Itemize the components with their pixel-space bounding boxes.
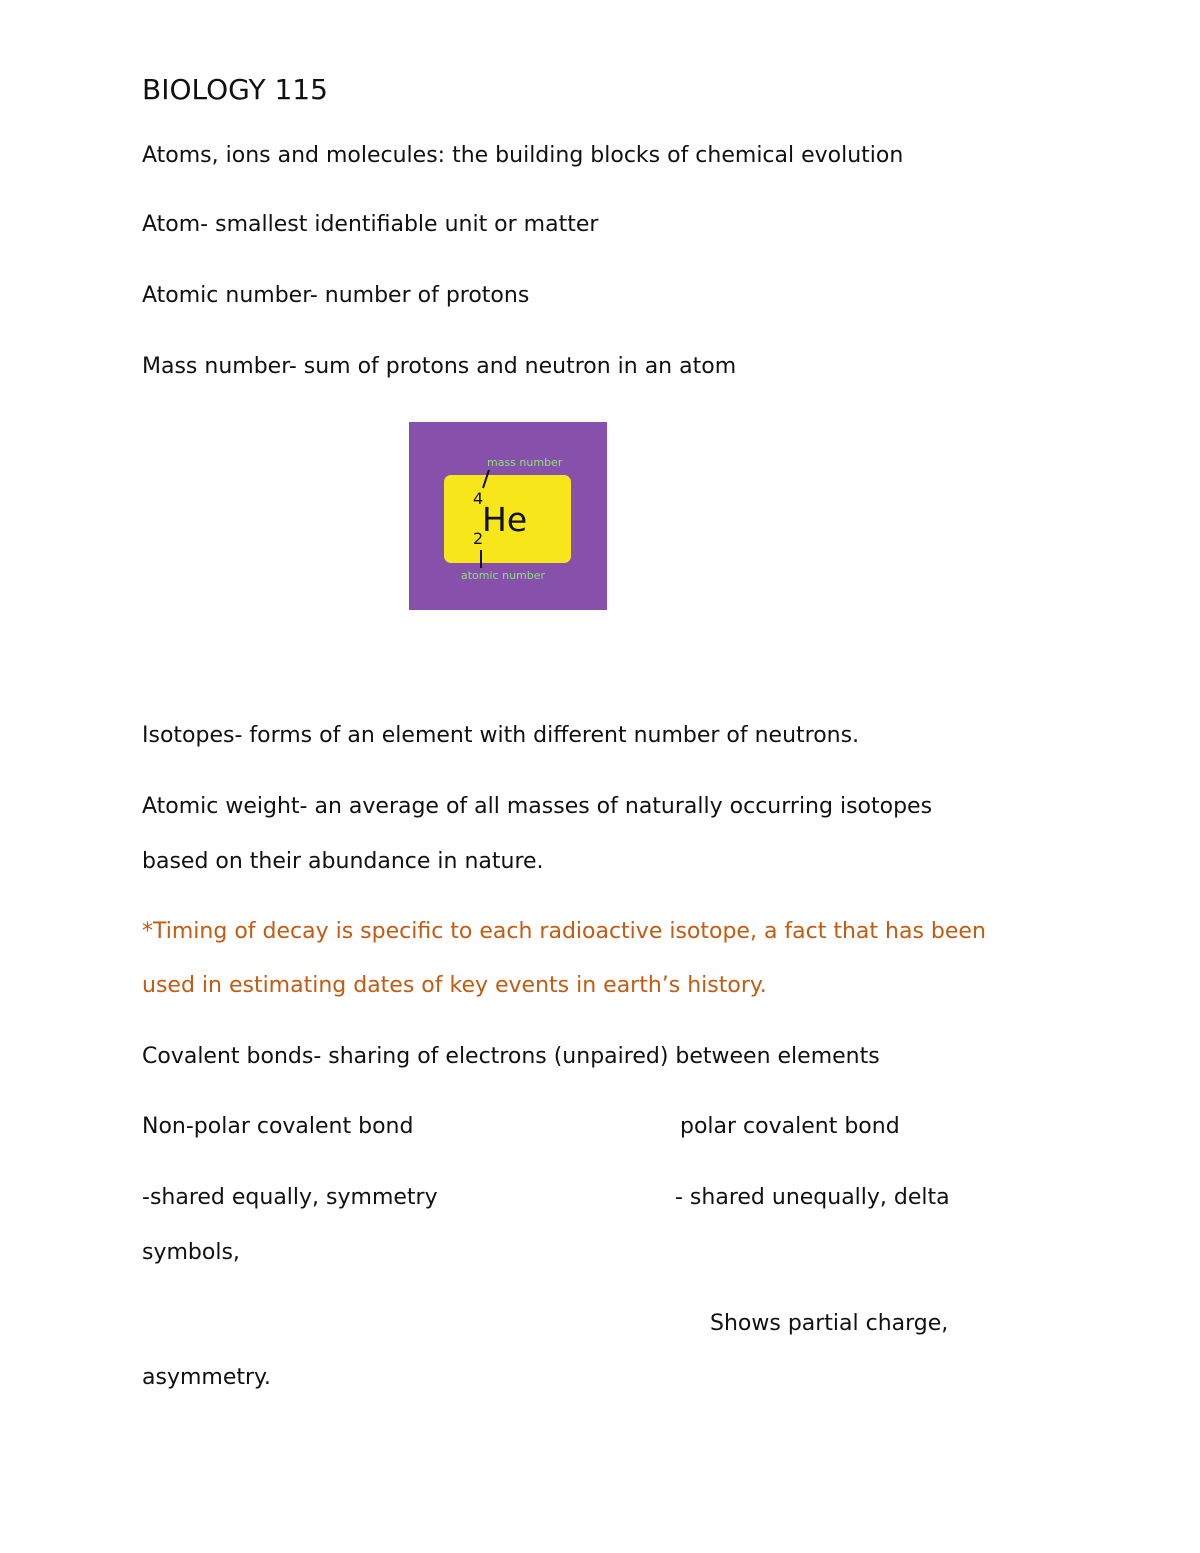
atomic-number-value: 2 [473, 529, 484, 548]
element-symbol: He [482, 500, 528, 539]
polar-description: - shared unequally, delta [675, 1185, 950, 1210]
covalent-bonds-definition: Covalent bonds- sharing of electrons (unpaired) between elements [142, 1044, 880, 1069]
nonpolar-heading: Non-polar covalent bond [142, 1114, 414, 1139]
mass-number-value: 4 [473, 489, 484, 508]
nonpolar-description: -shared equally, symmetry [142, 1185, 438, 1210]
decay-note-line2: used in estimating dates of key events in earth’s history. [142, 973, 767, 998]
polar-heading: polar covalent bond [680, 1114, 900, 1139]
partial-charge-line: Shows partial charge, [710, 1311, 949, 1336]
atomic-weight-definition-line1: Atomic weight- an average of all masses of naturally occurring isotopes [142, 794, 933, 819]
isotopes-definition: Isotopes- forms of an element with different number of neutrons. [142, 723, 860, 748]
asymmetry-line: asymmetry. [142, 1365, 271, 1390]
document-title: BIOLOGY 115 [142, 73, 328, 106]
atomic-weight-definition-line2: based on their abundance in nature. [142, 849, 544, 874]
atomic-number-definition: Atomic number- number of protons [142, 283, 530, 308]
atomic-number-label: atomic number [461, 569, 546, 582]
atom-definition: Atom- smallest identifiable unit or matter [142, 212, 599, 237]
decay-note-line1: *Timing of decay is specific to each radioactive isotope, a fact that has been [142, 919, 986, 944]
mass-number-label: mass number [487, 456, 563, 469]
section-heading: Atoms, ions and molecules: the building blocks of chemical evolution [142, 143, 904, 168]
mass-number-definition: Mass number- sum of protons and neutron in an atom [142, 354, 737, 379]
helium-element-diagram [409, 422, 607, 610]
symbols-line: symbols, [142, 1240, 240, 1265]
